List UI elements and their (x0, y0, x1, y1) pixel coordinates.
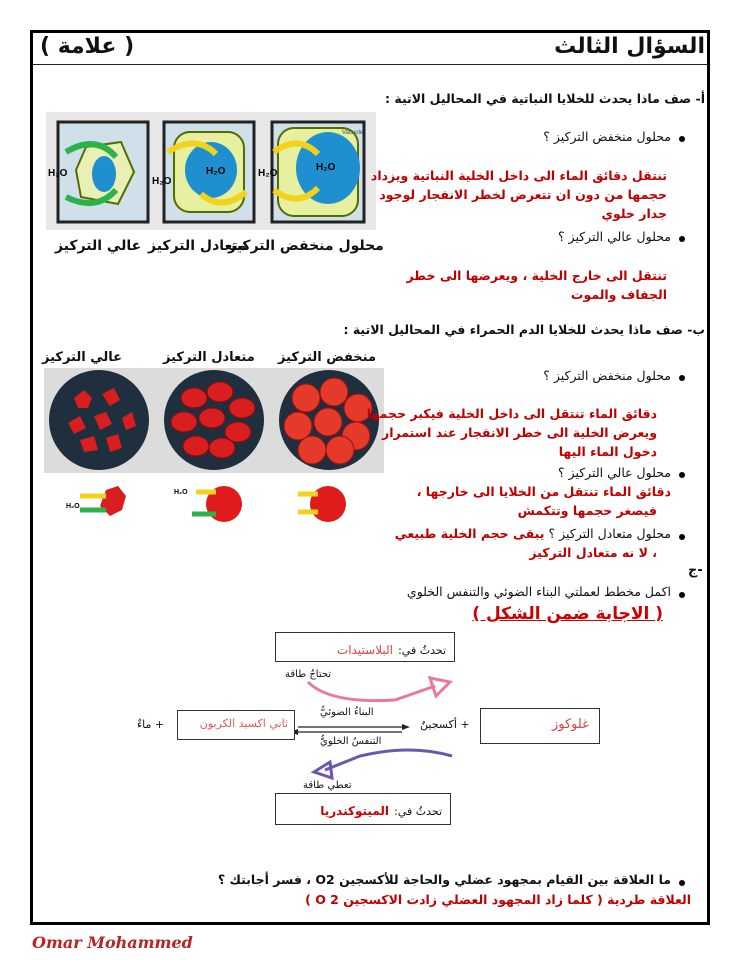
part-b-q2: محلول عالي التركيز ؟ (557, 465, 671, 480)
diagram-left-box (177, 710, 295, 740)
part-c-question: اكمل مخطط لعملتي البناء الضوئي والتنفس الخلوي (406, 584, 671, 599)
rbc-h2o-label-1: H₂O (66, 503, 80, 510)
part-d-question: ما العلاقة بين القيام بمجهود عضلي والحاجة للأكسجين O2 ، فسر أجابتك ؟ (217, 872, 671, 887)
plant-h2o-label-1: H₂O (48, 168, 68, 179)
diagram-bottom-value: الميتوكندريا (320, 804, 389, 818)
header-rule (33, 64, 707, 65)
part-c-answer-note: ( الاجابة ضمن الشكل ) (472, 604, 663, 624)
part-b-a3-line2: ، لا نه متعادل التركيز (529, 545, 657, 560)
bullet (679, 534, 685, 540)
author-signature: Omar Mohammed (32, 933, 193, 952)
plant-h2o-label-2: H₂O (152, 176, 172, 187)
rbc-fig-label-isotonic: متعادل التركيز (163, 350, 255, 365)
diagram-right-box-text: غلوكوز (551, 717, 589, 732)
rbc-arrows-figure (66, 482, 356, 526)
bullet (679, 375, 685, 381)
part-b-q1: محلول منخفض التركيز ؟ (543, 368, 671, 383)
diagram-bottom-prefix: تحدثُ في: (394, 805, 442, 818)
part-a-a2-line2: الجفاف والموت (570, 287, 667, 302)
diagram-top-box (275, 632, 455, 662)
rbc-fig-label-low: منخفض التركيز (278, 350, 377, 365)
diagram-left-box-text: ثاني اكسيد الكربون (199, 717, 288, 730)
vacuole-label: Vacuole (342, 130, 364, 136)
plant-h2o-label-3: H₂O (206, 166, 226, 177)
part-a-q2: محلول عالي التركيز ؟ (557, 229, 671, 244)
rbc-h2o-label-2: H₂O (174, 489, 188, 496)
plant-h2o-label-5: H₂O (316, 162, 336, 173)
diagram-oxygen: + أكسجينٌ (420, 718, 470, 731)
diagram-respiration: التنفسُ الخلويُّ (320, 736, 382, 747)
part-b-a3-line1: يبقى حجم الخلية طبيعي (394, 526, 545, 541)
diagram-gives-energy: تعطي طاقة (303, 780, 352, 791)
part-a-a1-line3: جدار خلوي (601, 206, 667, 221)
plant-cells-figure (46, 112, 376, 230)
part-a-a1-line2: حجمها من دون ان تتعرض لخطر الانفجار لوجود (379, 187, 667, 202)
part-a-a2-line1: تنتقل الى خارج الخلية ، ويعرضها الى خطر (406, 268, 667, 283)
rbc-figure (44, 368, 384, 473)
bullet (679, 136, 685, 142)
diagram-right-box (480, 708, 600, 744)
mark-label: ( علامة ) (40, 34, 135, 59)
part-d-answer: العلاقة طردية ( كلما زاد المجهود العضلي زادت الاكسجين O 2 ) (305, 892, 691, 907)
part-b-a1-line1: دقائق الماء تنتقل الى داخل الخلية فيكبر حجمها (366, 406, 657, 421)
part-b-a2-line1: دقائق الماء تنتقل من الخلايا الى خارجها ، (416, 484, 671, 499)
part-b-a1-line2: ويعرض الخلية الى خطر الانفجار عند استمرار (382, 425, 657, 440)
bullet (679, 592, 685, 598)
diagram-left-suffix: + ماءٌ (137, 718, 165, 731)
bullet (679, 236, 685, 242)
diagram-photosynthesis: البناءُ الضوئيُّ (320, 707, 374, 718)
bullet (679, 472, 685, 478)
part-b-a2-line2: فيصغر حجمها وتتكمش (517, 503, 657, 518)
part-b-q3 (395, 526, 671, 541)
plant-cell-high (58, 122, 148, 222)
part-c-label: ج- (688, 563, 703, 578)
diagram-top-prefix: تحدثُ في: (398, 644, 446, 657)
bullet (679, 880, 685, 886)
plant-fig-label-high: عالي التركيز (55, 238, 142, 254)
part-a-question: أ- صف ماذا يحدث للخلايا النباتية في المحاليل الاتية : (385, 91, 705, 106)
page-title: السؤال الثالث (554, 34, 705, 59)
diagram-top-value: البلاستيدات (336, 643, 393, 657)
part-b-question: ب- صف ماذا يحدث للخلايا الدم الحمراء في المحاليل الاتية : (343, 322, 705, 337)
part-a-q1: محلول منخفض التركيز ؟ (543, 129, 671, 144)
part-b-q3-text: محلول متعادل التركيز ؟ (548, 526, 671, 541)
plant-fig-label-low: محلول منخفض التركيز (228, 238, 384, 254)
part-b-a1-line3: دخول الماء اليها (558, 444, 657, 459)
diagram-bottom-box (275, 793, 451, 825)
part-a-a1-line1: تنتقل دقائق الماء الى داخل الخلية النباتية ويزداد (370, 168, 667, 183)
plant-h2o-label-4: H₂O (258, 168, 278, 179)
rbc-fig-label-high: عالي التركيز (42, 350, 123, 365)
diagram-needs-energy: تحتاجُ طاقة (285, 669, 332, 680)
plant-fig-label-isotonic: متعادل التركيز (148, 238, 247, 254)
